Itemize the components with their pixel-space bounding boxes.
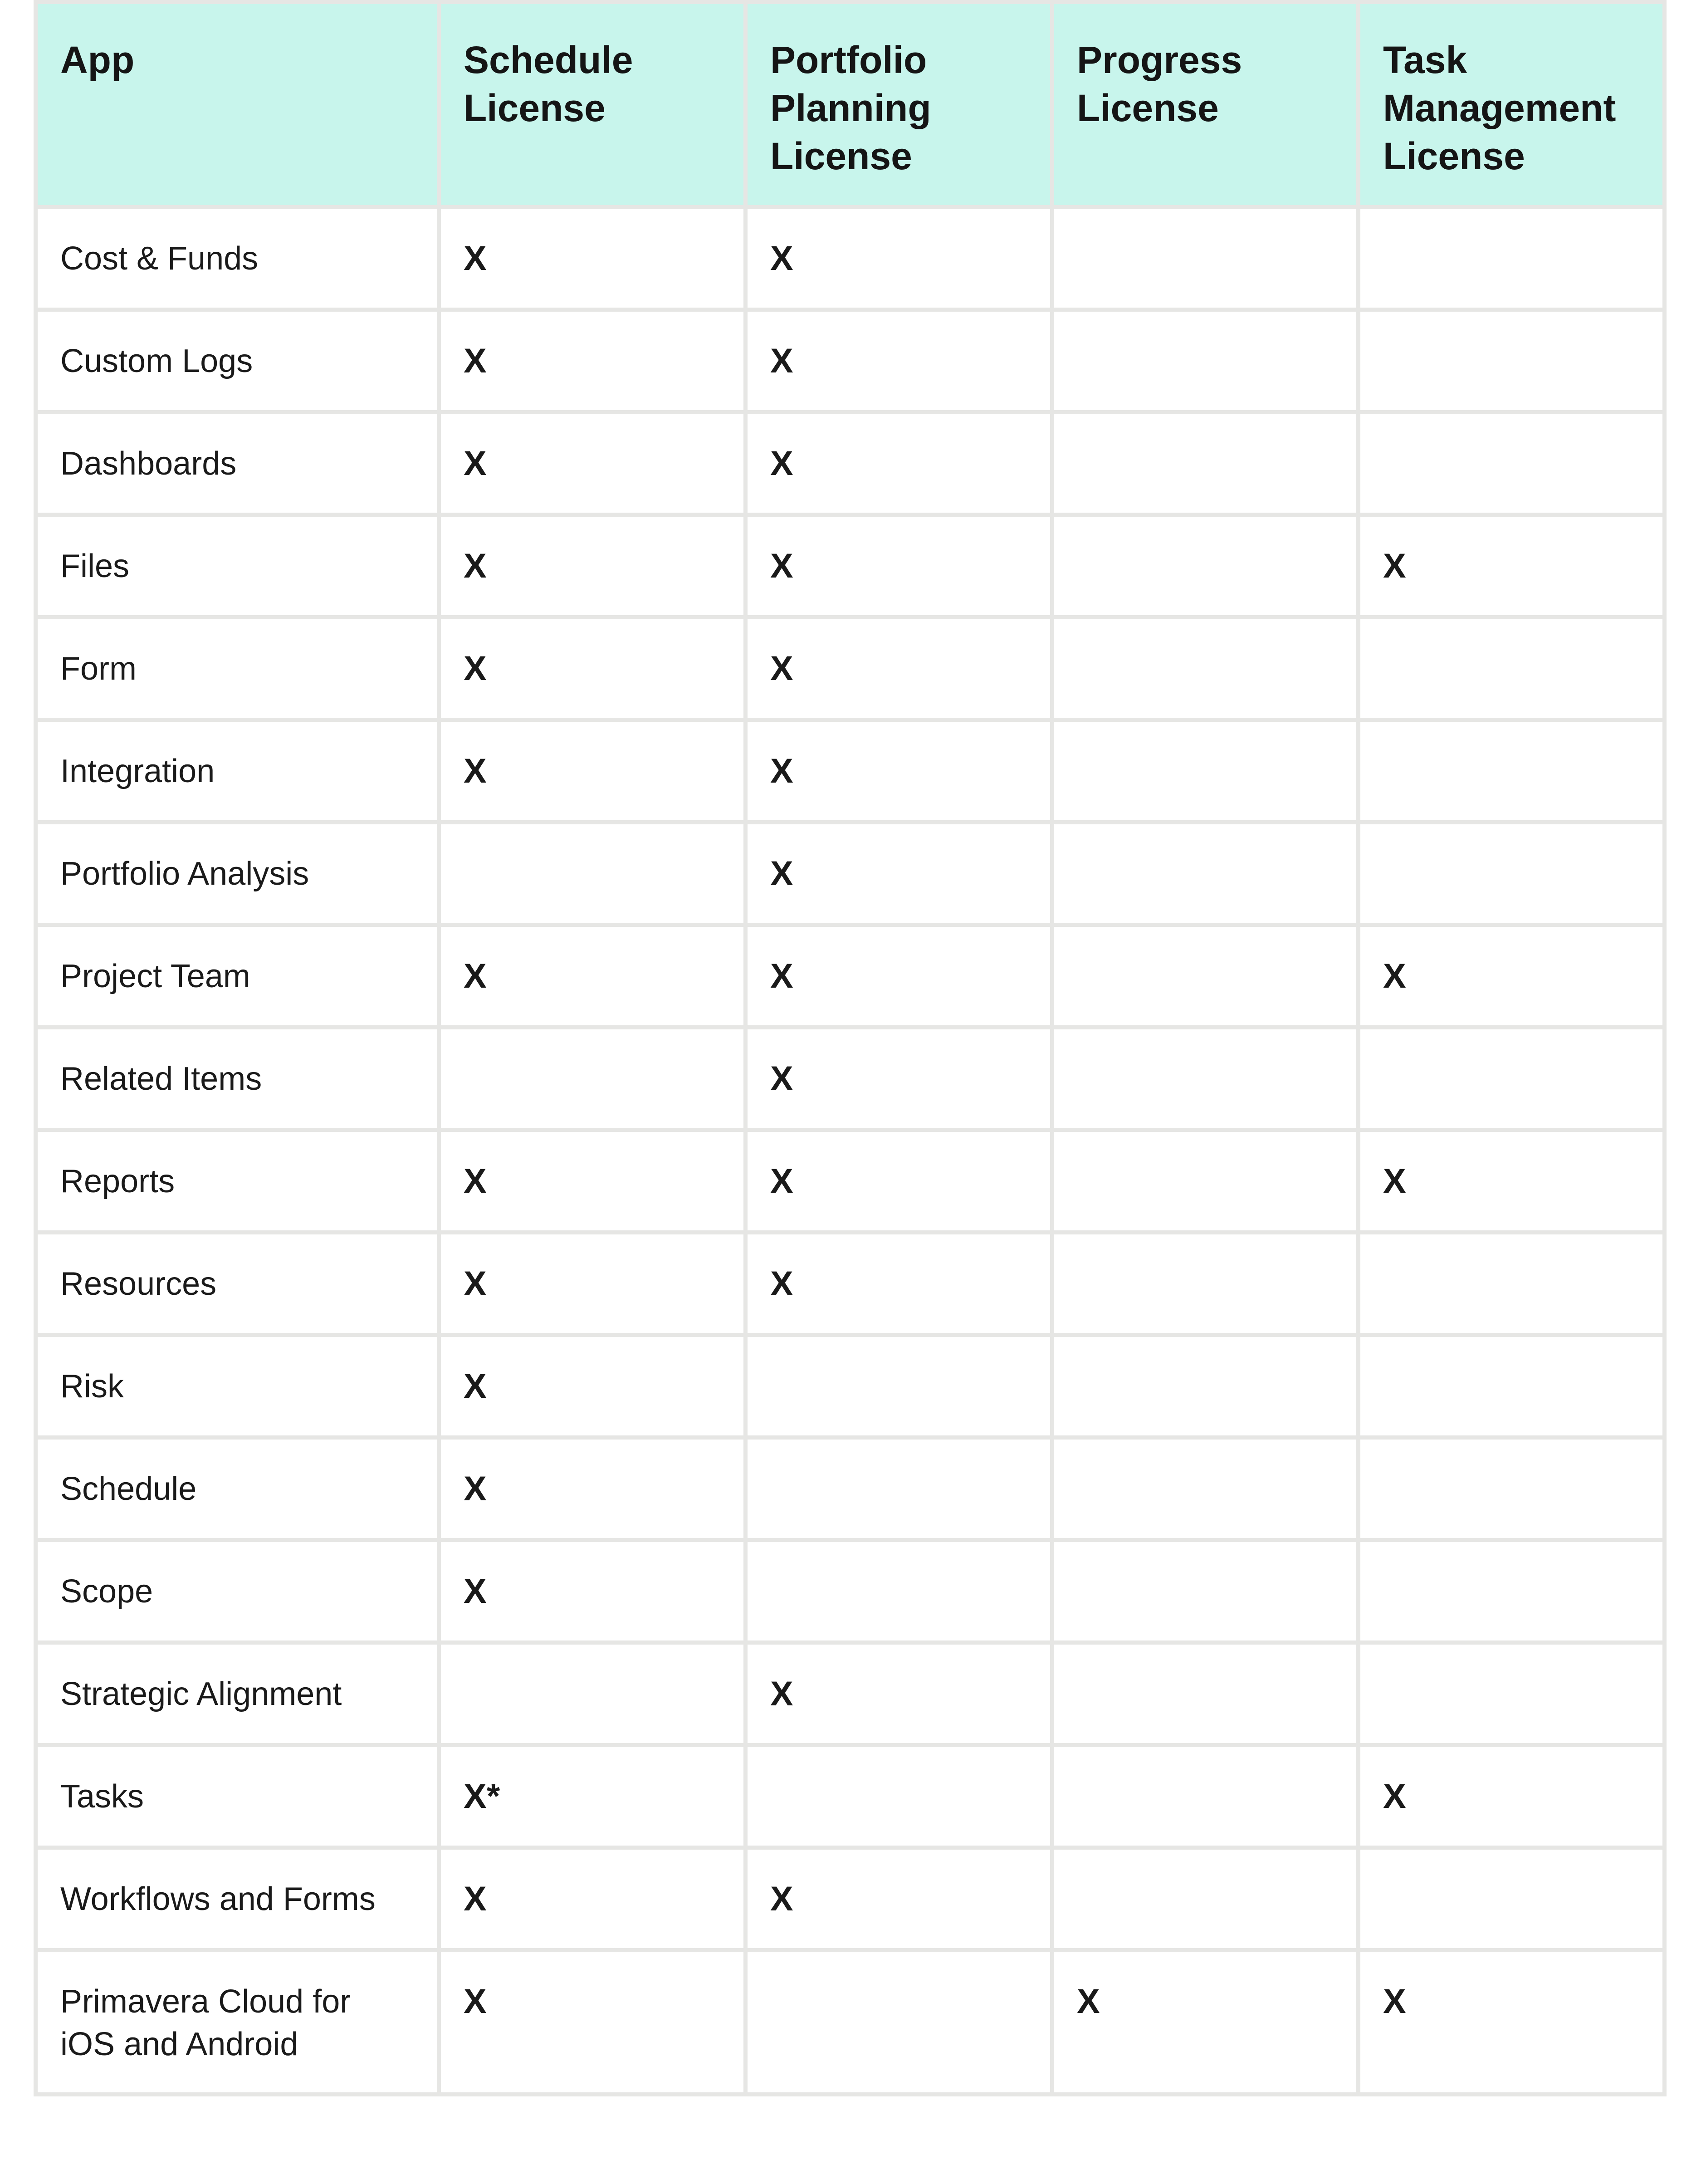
- schedule-license-cell: [439, 823, 746, 925]
- table-row: [36, 1335, 1665, 1438]
- table-row: [36, 1540, 1665, 1643]
- schedule-license-cell: X: [439, 515, 746, 617]
- schedule-license-cell: X: [439, 617, 746, 720]
- table-row: [36, 1950, 1665, 2095]
- portfolio-planning-license-cell: X: [746, 515, 1052, 617]
- app-name-cell: Resources: [36, 1233, 439, 1335]
- schedule-license-cell: X: [439, 310, 746, 412]
- schedule-license-cell: X*: [439, 1745, 746, 1848]
- app-name-cell: Portfolio Analysis: [36, 823, 439, 925]
- table-row: [36, 207, 1665, 310]
- progress-license-cell: [1052, 1438, 1359, 1540]
- app-name-cell: Integration: [36, 720, 439, 823]
- progress-license-cell: [1052, 617, 1359, 720]
- app-name-cell: Dashboards: [36, 412, 439, 515]
- progress-license-cell: [1052, 1233, 1359, 1335]
- progress-license-cell: [1052, 1848, 1359, 1950]
- task-management-license-cell: [1359, 1848, 1665, 1950]
- task-management-license-cell: [1359, 1540, 1665, 1643]
- task-management-license-cell: X: [1359, 1745, 1665, 1848]
- app-name-cell: Scope: [36, 1540, 439, 1643]
- task-management-license-cell: [1359, 1438, 1665, 1540]
- task-management-license-cell: [1359, 1233, 1665, 1335]
- table-row: [36, 1028, 1665, 1130]
- progress-license-cell: [1052, 1643, 1359, 1745]
- table-row: [36, 1745, 1665, 1848]
- schedule-license-cell: X: [439, 925, 746, 1028]
- task-management-license-cell: [1359, 1028, 1665, 1130]
- license-table: [34, 0, 1667, 2096]
- schedule-license-cell: [439, 1028, 746, 1130]
- app-name-cell: Project Team: [36, 925, 439, 1028]
- progress-license-cell: [1052, 412, 1359, 515]
- progress-license-cell: [1052, 1028, 1359, 1130]
- table-row: [36, 1848, 1665, 1950]
- progress-license-cell: [1052, 515, 1359, 617]
- progress-license-cell: [1052, 1130, 1359, 1233]
- portfolio-planning-license-cell: [746, 1335, 1052, 1438]
- table-row: [36, 1233, 1665, 1335]
- portfolio-planning-license-cell: [746, 1540, 1052, 1643]
- portfolio-planning-license-cell: X: [746, 207, 1052, 310]
- table-row: [36, 925, 1665, 1028]
- portfolio-planning-license-cell: [746, 1950, 1052, 2095]
- schedule-license-cell: X: [439, 1848, 746, 1950]
- schedule-license-cell: X: [439, 720, 746, 823]
- table-row: [36, 1643, 1665, 1745]
- app-name-cell: Reports: [36, 1130, 439, 1233]
- app-name-cell: Files: [36, 515, 439, 617]
- task-management-license-cell: X: [1359, 925, 1665, 1028]
- progress-license-cell: [1052, 925, 1359, 1028]
- table-header: [36, 2, 1665, 207]
- table-row: [36, 617, 1665, 720]
- task-management-license-cell: X: [1359, 1950, 1665, 2095]
- progress-license-cell: [1052, 310, 1359, 412]
- portfolio-planning-license-cell: X: [746, 310, 1052, 412]
- schedule-license-cell: X: [439, 1130, 746, 1233]
- schedule-license-cell: X: [439, 1233, 746, 1335]
- portfolio-planning-license-cell: X: [746, 1848, 1052, 1950]
- header-portfolio-planning-license: Portfolio Planning License: [746, 2, 1052, 207]
- portfolio-planning-license-cell: X: [746, 617, 1052, 720]
- app-name-cell: Related Items: [36, 1028, 439, 1130]
- portfolio-planning-license-cell: X: [746, 823, 1052, 925]
- progress-license-cell: [1052, 823, 1359, 925]
- task-management-license-cell: [1359, 617, 1665, 720]
- portfolio-planning-license-cell: [746, 1438, 1052, 1540]
- schedule-license-cell: X: [439, 412, 746, 515]
- progress-license-cell: [1052, 1540, 1359, 1643]
- task-management-license-cell: [1359, 1643, 1665, 1745]
- table-row: [36, 310, 1665, 412]
- schedule-license-cell: X: [439, 207, 746, 310]
- table-row: [36, 515, 1665, 617]
- schedule-license-cell: X: [439, 1438, 746, 1540]
- app-name-cell: Workflows and Forms: [36, 1848, 439, 1950]
- schedule-license-cell: X: [439, 1950, 746, 2095]
- task-management-license-cell: [1359, 310, 1665, 412]
- app-name-cell: Tasks: [36, 1745, 439, 1848]
- task-management-license-cell: [1359, 207, 1665, 310]
- table-row: [36, 1438, 1665, 1540]
- progress-license-cell: [1052, 720, 1359, 823]
- app-name-cell: Schedule: [36, 1438, 439, 1540]
- portfolio-planning-license-cell: X: [746, 720, 1052, 823]
- app-name-cell: Cost & Funds: [36, 207, 439, 310]
- header-app: App: [36, 2, 439, 207]
- app-name-cell: Primavera Cloud for iOS and Android: [36, 1950, 439, 2095]
- task-management-license-cell: [1359, 823, 1665, 925]
- header-schedule-license: Schedule License: [439, 2, 746, 207]
- app-name-cell: Form: [36, 617, 439, 720]
- header-row: [36, 2, 1665, 207]
- schedule-license-cell: [439, 1643, 746, 1745]
- table-body: [36, 207, 1665, 2095]
- task-management-license-cell: X: [1359, 1130, 1665, 1233]
- portfolio-planning-license-cell: X: [746, 1233, 1052, 1335]
- portfolio-planning-license-cell: X: [746, 412, 1052, 515]
- task-management-license-cell: X: [1359, 515, 1665, 617]
- schedule-license-cell: X: [439, 1540, 746, 1643]
- table-row: [36, 1130, 1665, 1233]
- header-progress-license: Progress License: [1052, 2, 1359, 207]
- task-management-license-cell: [1359, 1335, 1665, 1438]
- portfolio-planning-license-cell: X: [746, 1643, 1052, 1745]
- schedule-license-cell: X: [439, 1335, 746, 1438]
- portfolio-planning-license-cell: [746, 1745, 1052, 1848]
- header-task-management-license: Task Management License: [1359, 2, 1665, 207]
- app-name-cell: Custom Logs: [36, 310, 439, 412]
- progress-license-cell: X: [1052, 1950, 1359, 2095]
- table-row: [36, 823, 1665, 925]
- portfolio-planning-license-cell: X: [746, 925, 1052, 1028]
- table-row: [36, 720, 1665, 823]
- app-name-cell: Risk: [36, 1335, 439, 1438]
- task-management-license-cell: [1359, 720, 1665, 823]
- app-name-cell: Strategic Alignment: [36, 1643, 439, 1745]
- table-row: [36, 412, 1665, 515]
- portfolio-planning-license-cell: X: [746, 1130, 1052, 1233]
- task-management-license-cell: [1359, 412, 1665, 515]
- progress-license-cell: [1052, 1335, 1359, 1438]
- portfolio-planning-license-cell: X: [746, 1028, 1052, 1130]
- progress-license-cell: [1052, 1745, 1359, 1848]
- progress-license-cell: [1052, 207, 1359, 310]
